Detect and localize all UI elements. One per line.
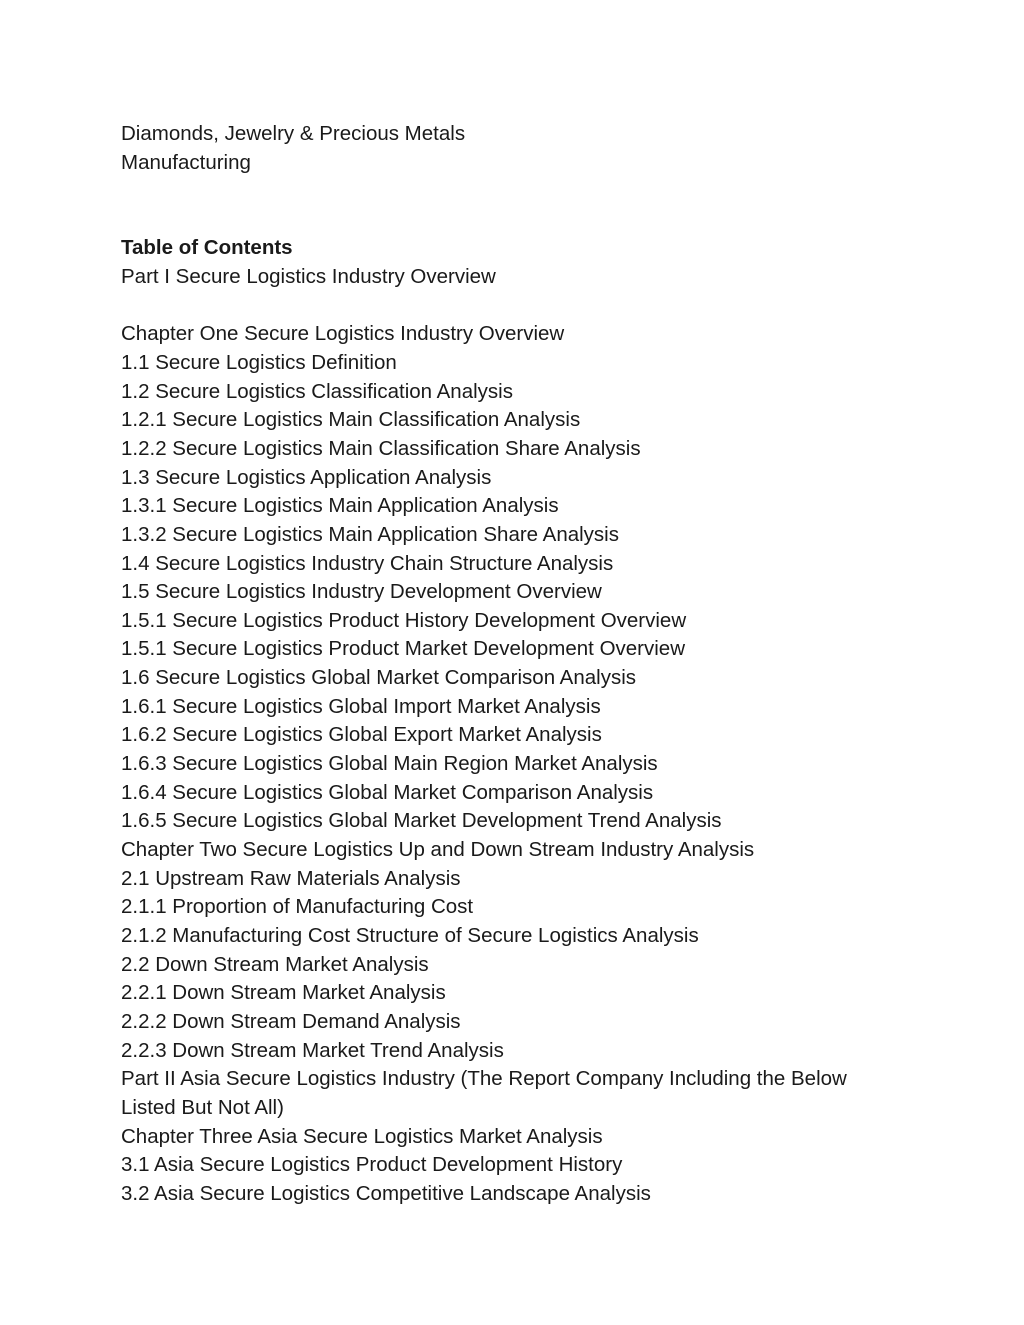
toc-part-one: Part I Secure Logistics Industry Overview xyxy=(121,264,496,288)
toc-entry: 2.2.3 Down Stream Market Trend Analysis xyxy=(121,1038,504,1062)
document-title-line-1: Diamonds, Jewelry & Precious Metals xyxy=(121,122,466,145)
toc-entry: 1.2.2 Secure Logistics Main Classification Share Analysis xyxy=(121,436,641,460)
toc-entry: Chapter Three Asia Secure Logistics Market Analysis xyxy=(121,1124,603,1148)
document-title xyxy=(121,120,901,177)
toc-entry: 3.1 Asia Secure Logistics Product Development History xyxy=(121,1153,623,1177)
toc-entry: 2.2.2 Down Stream Demand Analysis xyxy=(121,1010,461,1034)
toc-entry: 2.1.2 Manufacturing Cost Structure of Secure Logistics Analysis xyxy=(121,924,699,948)
toc-entry: 1.2 Secure Logistics Classification Analysis xyxy=(121,379,513,403)
toc-entry: 1.3.1 Secure Logistics Main Application Analysis xyxy=(121,494,559,518)
toc-entry: 1.5.1 Secure Logistics Product History Development Overview xyxy=(121,608,687,632)
toc-entry: 1.3 Secure Logistics Application Analysis xyxy=(121,465,492,489)
toc-entry: Part II Asia Secure Logistics Industry (The Report Company Including the Below Listed But Not All) xyxy=(121,1067,847,1119)
toc-entry: 3.2 Asia Secure Logistics Competitive Landscape Analysis xyxy=(121,1181,651,1205)
toc-entry: 2.1.1 Proportion of Manufacturing Cost xyxy=(121,895,474,919)
toc-heading: Table of Contents xyxy=(121,236,293,260)
toc-entry: 1.5 Secure Logistics Industry Development Overview xyxy=(121,580,602,604)
document-title-line-2: Manufacturing xyxy=(121,150,251,174)
toc-entry: 1.1 Secure Logistics Definition xyxy=(121,350,397,374)
toc-entry: 1.3.2 Secure Logistics Main Application Share Analysis xyxy=(121,522,619,546)
toc-entry: 1.2.1 Secure Logistics Main Classification Analysis xyxy=(121,408,581,432)
document-body xyxy=(121,120,901,1209)
toc-entry: Chapter One Secure Logistics Industry Overview xyxy=(121,322,565,346)
toc-entry: 1.5.1 Secure Logistics Product Market Development Overview xyxy=(121,637,686,661)
toc-entry: 2.2 Down Stream Market Analysis xyxy=(121,952,429,976)
toc-entry: 1.6.5 Secure Logistics Global Market Development Trend Analysis xyxy=(121,809,722,833)
toc-entry: 1.6.1 Secure Logistics Global Import Market Analysis xyxy=(121,694,601,718)
toc-entry: Chapter Two Secure Logistics Up and Down Stream Industry Analysis xyxy=(121,838,755,862)
toc-entry: 1.4 Secure Logistics Industry Chain Structure Analysis xyxy=(121,551,614,575)
toc-entry: 1.6.4 Secure Logistics Global Market Comparison Analysis xyxy=(121,780,654,804)
toc-entry: 1.6.2 Secure Logistics Global Export Market Analysis xyxy=(121,723,602,747)
section-spacer xyxy=(121,292,901,321)
toc-list xyxy=(121,320,901,1208)
toc-entry: 1.6.3 Secure Logistics Global Main Region Market Analysis xyxy=(121,752,658,776)
toc-entry: 1.6 Secure Logistics Global Market Comparison Analysis xyxy=(121,666,637,690)
toc-entry: 2.1 Upstream Raw Materials Analysis xyxy=(121,866,461,890)
toc-entry: 2.2.1 Down Stream Market Analysis xyxy=(121,981,446,1005)
